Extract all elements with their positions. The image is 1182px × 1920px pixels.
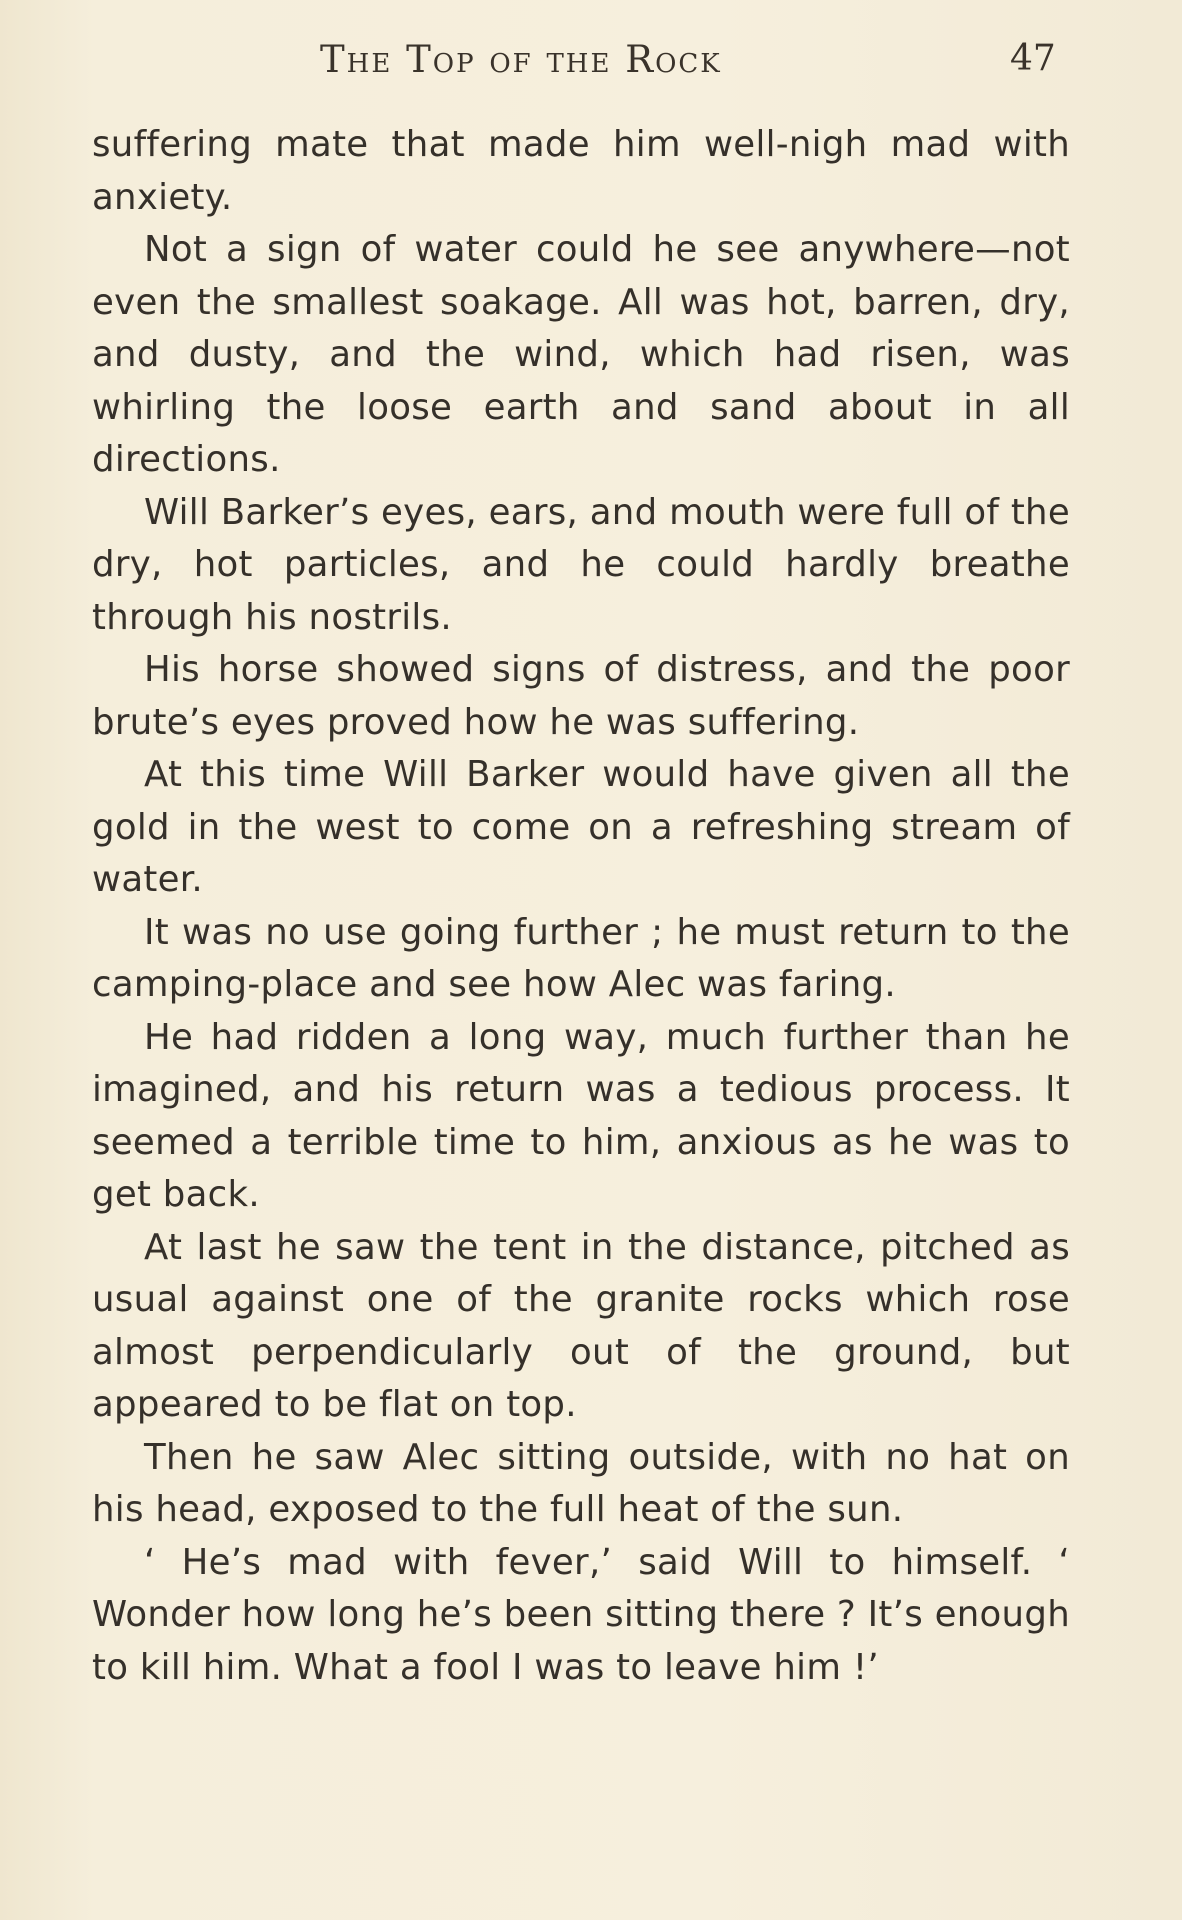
running-title: The Top of the Rock [320, 38, 722, 81]
paragraph: Then he saw Alec sitting outside, with no hat on his head, exposed to the full heat of the sun. [92, 1436, 1070, 1530]
running-head [0, 38, 1182, 98]
paragraph: It was no use going further ; he must return to the camping-place and see how Alec was faring. [92, 911, 1070, 1005]
paragraph: Not a sign of water could he see anywhere—not even the smallest soakage. All was hot, barren, dry, and dusty, and the wind, which had risen, was whirling the loose earth and sand about in all directions. [92, 229, 1070, 480]
body-text [92, 119, 1070, 1694]
paragraph: At last he saw the tent in the distance, pitched as usual against one of the granite rocks which rose almost perpendicularly out of the ground, but appeared to be flat on top. [92, 1226, 1070, 1425]
paragraph: His horse showed signs of distress, and the poor brute’s eyes proved how he was suffering. [92, 649, 1070, 743]
paragraph: At this time Will Barker would have given all the gold in the west to come on a refreshing stream of water. [92, 754, 1070, 900]
page-number: 47 [1010, 38, 1056, 79]
paragraph: Will Barker’s eyes, ears, and mouth were full of the dry, hot particles, and he could hardly breathe through his nostrils. [92, 491, 1070, 638]
paragraph: suffering mate that made him well-nigh mad with anxiety. [92, 124, 1070, 218]
paragraph: ‘ He’s mad with fever,’ said Will to himself. ‘ Wonder how long he’s been sitting there ? It’s enough to kill him. What a fool I was to leave him !’ [92, 1541, 1070, 1688]
paragraph: He had ridden a long way, much further than he imagined, and his return was a tedious process. It seemed a terrible time to him, anxious as he was to get back. [92, 1016, 1070, 1215]
